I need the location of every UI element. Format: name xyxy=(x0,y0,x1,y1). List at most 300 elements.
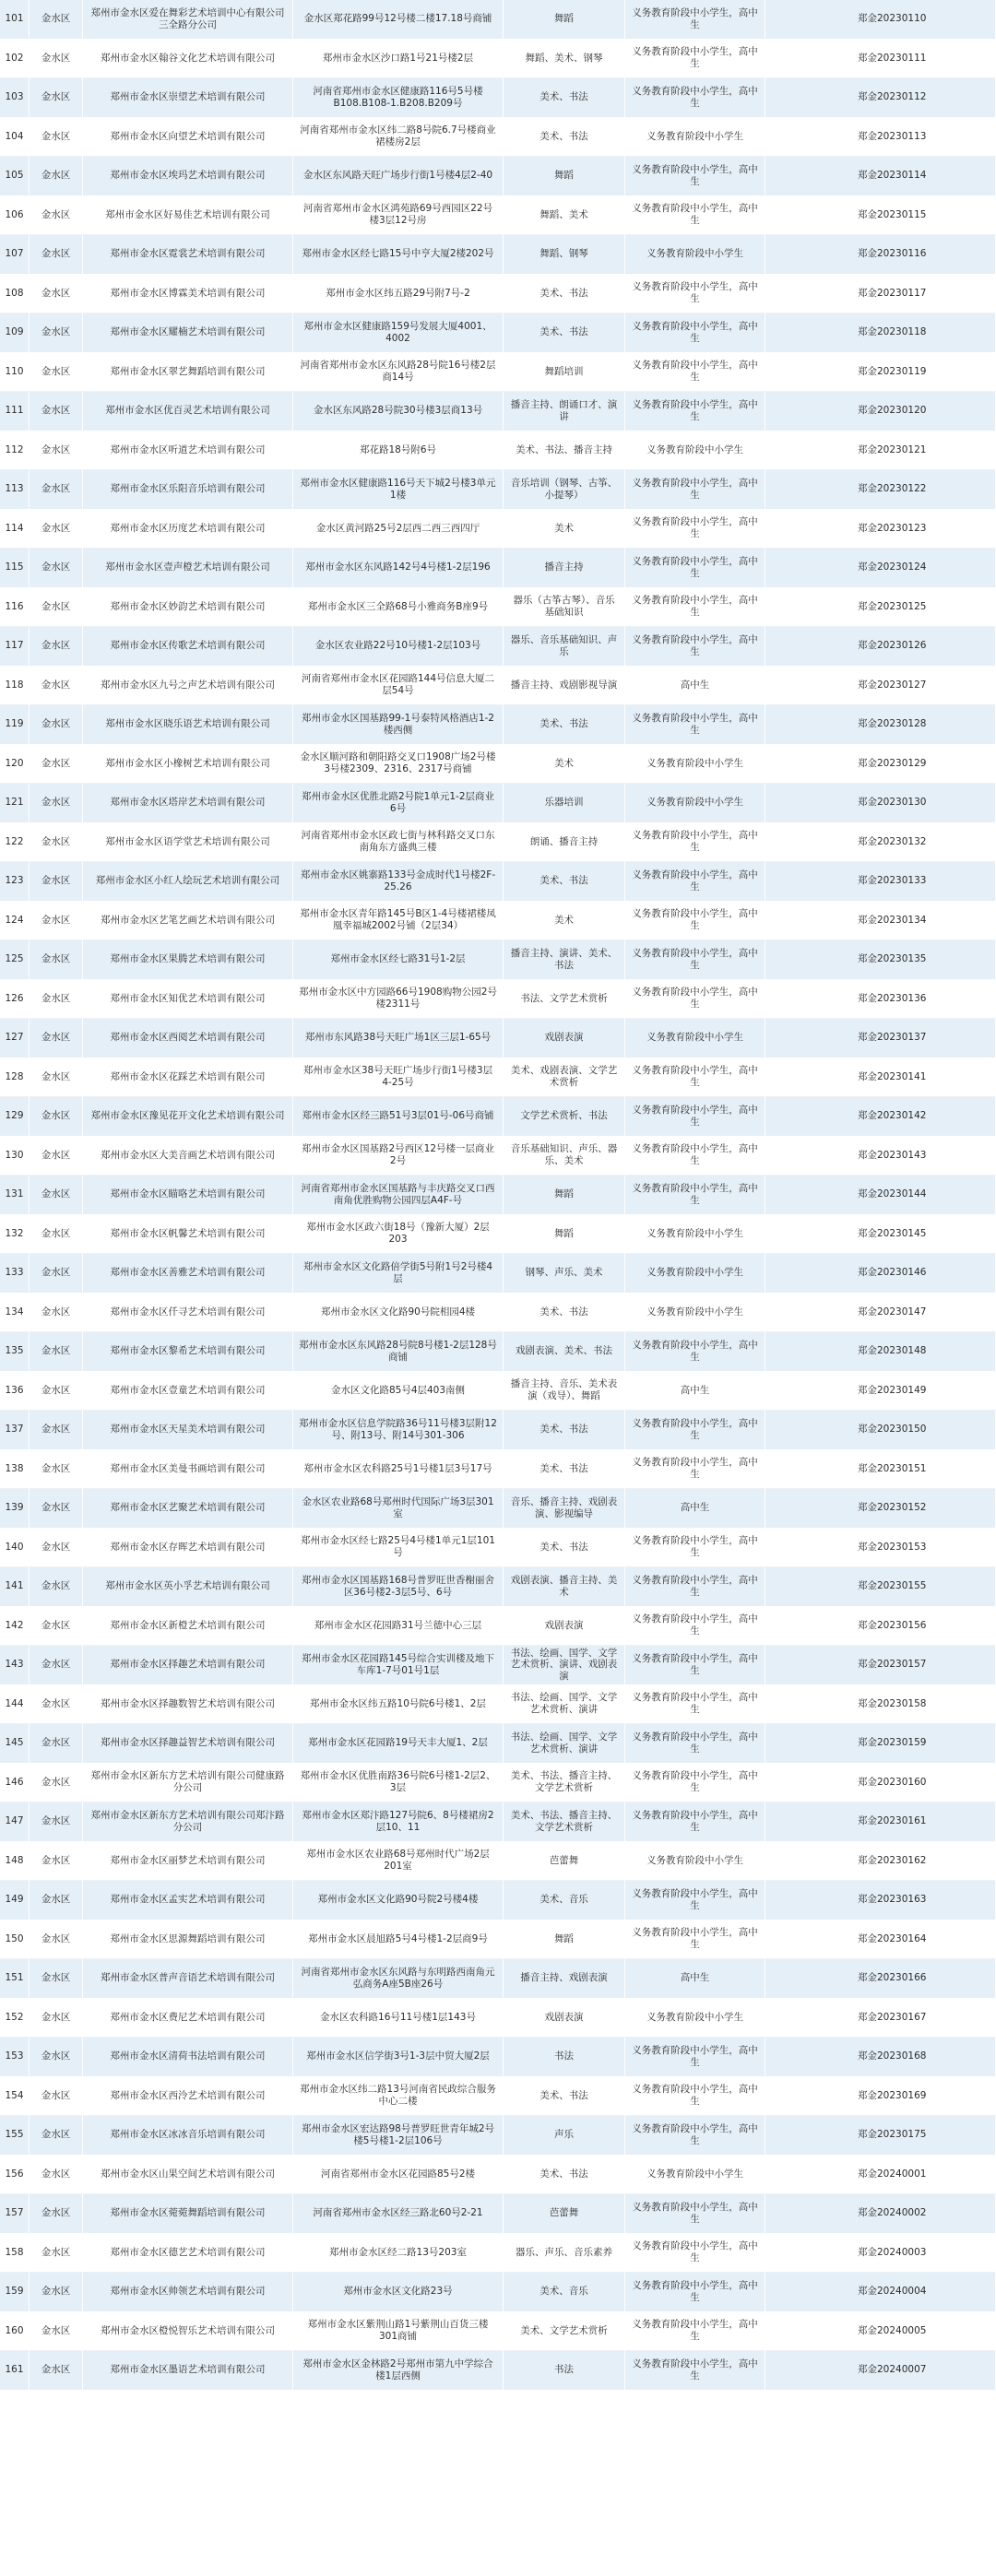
address-cell: 郑州市金水区纬五路29号附7号-2 xyxy=(293,275,504,314)
institution-name-cell: 郑州市金水区西泠艺术培训有限公司 xyxy=(83,2077,293,2117)
district-cell: 金水区 xyxy=(30,1802,83,1842)
license-number-cell: 郑金20230155 xyxy=(765,1567,996,1607)
training-category-cell: 书法、绘画、国学、文学艺术赏析、演讲 xyxy=(504,1724,625,1764)
target-students-cell: 义务教育阶段中小学生，高中生 xyxy=(625,1058,765,1098)
address-cell: 河南省郑州市金水区花园路85号2楼 xyxy=(293,2156,504,2195)
training-category-cell: 美术、书法 xyxy=(504,1411,625,1450)
institution-name-cell: 郑州市金水区西阅艺术培训有限公司 xyxy=(83,1019,293,1058)
training-category-cell: 芭蕾舞 xyxy=(504,2194,625,2234)
row-number: 122 xyxy=(0,823,30,863)
institution-name-cell: 郑州市金水区丽梦艺术培训有限公司 xyxy=(83,1842,293,1882)
training-category-cell: 舞蹈 xyxy=(504,1920,625,1960)
address-cell: 郑州市金水区健康路159号发展大厦4001、4002 xyxy=(293,313,504,353)
institution-name-cell: 郑州市金水区存晖艺术培训有限公司 xyxy=(83,1529,293,1568)
license-number-cell: 郑金20230112 xyxy=(765,78,996,118)
license-number-cell: 郑金20230175 xyxy=(765,2116,996,2156)
institution-name-cell: 郑州市金水区埃玛艺术培训有限公司 xyxy=(83,157,293,196)
row-number: 131 xyxy=(0,1176,30,1215)
address-cell: 郑州市东风路38号天旺广场1区三层1-65号 xyxy=(293,1019,504,1058)
row-number: 115 xyxy=(0,549,30,588)
license-number-cell: 郑金20230144 xyxy=(765,1176,996,1215)
address-cell: 金水区顺河路和朝阳路交叉口1908广场2号楼3号楼2309、2316、2317号商铺 xyxy=(293,745,504,785)
row-number: 101 xyxy=(0,0,30,40)
license-number-cell: 郑金20240002 xyxy=(765,2194,996,2234)
target-students-cell: 义务教育阶段中小学生，高中生 xyxy=(625,588,765,628)
target-students-cell: 义务教育阶段中小学生，高中生 xyxy=(625,157,765,196)
target-students-cell: 义务教育阶段中小学生，高中生 xyxy=(625,940,765,980)
address-cell: 河南省郑州市金水区国基路与丰庆路交叉口西南角优胜购物公园四层A4F-号 xyxy=(293,1176,504,1215)
training-category-cell: 钢琴、声乐、美术 xyxy=(504,1254,625,1294)
training-category-cell: 舞蹈 xyxy=(504,1215,625,1255)
address-cell: 河南省郑州市金水区健康路116号5号楼B108.B108-1.B208.B209号 xyxy=(293,78,504,118)
license-number-cell: 郑金20230114 xyxy=(765,157,996,196)
target-students-cell: 高中生 xyxy=(625,1489,765,1529)
district-cell: 金水区 xyxy=(30,902,83,941)
training-category-cell: 美术、书法、播音主持、文学艺术赏析 xyxy=(504,1802,625,1842)
training-category-cell: 舞蹈 xyxy=(504,157,625,196)
license-number-cell: 郑金20240001 xyxy=(765,2156,996,2195)
license-number-cell: 郑金20230156 xyxy=(765,1607,996,1647)
target-students-cell: 义务教育阶段中小学生，高中生 xyxy=(625,78,765,118)
row-number: 130 xyxy=(0,1137,30,1176)
row-number: 124 xyxy=(0,902,30,941)
target-students-cell: 义务教育阶段中小学生，高中生 xyxy=(625,313,765,353)
district-cell: 金水区 xyxy=(30,118,83,158)
row-number: 135 xyxy=(0,1332,30,1372)
license-number-cell: 郑金20230123 xyxy=(765,510,996,549)
training-category-cell: 音乐、播音主持、戏剧表演、影视编导 xyxy=(504,1489,625,1529)
institution-name-cell: 郑州市金水区冰冰音乐培训有限公司 xyxy=(83,2116,293,2156)
row-number: 110 xyxy=(0,353,30,393)
institution-name-cell: 郑州市金水区新橙艺术培训有限公司 xyxy=(83,1607,293,1647)
row-number: 149 xyxy=(0,1881,30,1920)
license-number-cell: 郑金20230120 xyxy=(765,392,996,431)
license-number-cell: 郑金20230110 xyxy=(765,0,996,40)
district-cell: 金水区 xyxy=(30,2077,83,2117)
address-cell: 郑州市金水区宏达路98号普罗旺世青年城2号楼5号楼1-2层106号 xyxy=(293,2116,504,2156)
license-number-cell: 郑金20230132 xyxy=(765,823,996,863)
institution-name-cell: 郑州市金水区山果空间艺术培训有限公司 xyxy=(83,2156,293,2195)
training-category-cell: 播音主持 xyxy=(504,549,625,588)
institution-name-cell: 郑州市金水区晓乐语艺术培训有限公司 xyxy=(83,705,293,745)
address-cell: 金水区东风路28号院30号楼3层商13号 xyxy=(293,392,504,431)
license-number-cell: 郑金20230137 xyxy=(765,1019,996,1058)
institution-name-cell: 郑州市金水区英小孚艺术培训有限公司 xyxy=(83,1567,293,1607)
target-students-cell: 义务教育阶段中小学生 xyxy=(625,784,765,823)
row-number: 134 xyxy=(0,1294,30,1333)
district-cell: 金水区 xyxy=(30,980,83,1020)
address-cell: 郑州市金水区文化路23号 xyxy=(293,2273,504,2312)
target-students-cell: 义务教育阶段中小学生，高中生 xyxy=(625,353,765,393)
license-number-cell: 郑金20230160 xyxy=(765,1764,996,1803)
training-category-cell: 舞蹈培训 xyxy=(504,353,625,393)
address-cell: 河南省郑州市金水区鸿苑路69号西园区22号楼3层12号房 xyxy=(293,196,504,236)
district-cell: 金水区 xyxy=(30,196,83,236)
row-number: 161 xyxy=(0,2351,30,2391)
license-number-cell: 郑金20230111 xyxy=(765,40,996,79)
training-category-cell: 芭蕾舞 xyxy=(504,1842,625,1882)
row-number: 160 xyxy=(0,2312,30,2352)
license-number-cell: 郑金20230116 xyxy=(765,235,996,275)
address-cell: 郑州市金水区花园路19号天丰大厦1、2层 xyxy=(293,1724,504,1764)
institution-name-cell: 郑州市金水区艺聚艺术培训有限公司 xyxy=(83,1489,293,1529)
row-number: 105 xyxy=(0,157,30,196)
license-number-cell: 郑金20230142 xyxy=(765,1097,996,1137)
row-number: 155 xyxy=(0,2116,30,2156)
target-students-cell: 义务教育阶段中小学生，高中生 xyxy=(625,0,765,40)
target-students-cell: 义务教育阶段中小学生 xyxy=(625,1842,765,1882)
training-category-cell: 器乐（古筝古琴）、音乐基础知识 xyxy=(504,588,625,628)
row-number: 106 xyxy=(0,196,30,236)
district-cell: 金水区 xyxy=(30,1332,83,1372)
address-cell: 郑州市金水区经二路13号203室 xyxy=(293,2234,504,2274)
license-number-cell: 郑金20230125 xyxy=(765,588,996,628)
training-category-cell: 美术、书法 xyxy=(504,705,625,745)
institution-name-cell: 郑州市金水区塔岸艺术培训有限公司 xyxy=(83,784,293,823)
institution-name-cell: 郑州市金水区新东方艺术培训有限公司健康路分公司 xyxy=(83,1764,293,1803)
target-students-cell: 义务教育阶段中小学生，高中生 xyxy=(625,705,765,745)
training-category-cell: 播音主持、戏剧表演 xyxy=(504,1959,625,1999)
district-cell: 金水区 xyxy=(30,2234,83,2274)
license-number-cell: 郑金20240003 xyxy=(765,2234,996,2274)
address-cell: 郑州市金水区花园路145号综合实训楼及地下车库1-7号01号1层 xyxy=(293,1646,504,1685)
target-students-cell: 义务教育阶段中小学生 xyxy=(625,1254,765,1294)
target-students-cell: 高中生 xyxy=(625,667,765,706)
training-category-cell: 美术、书法 xyxy=(504,1450,625,1490)
license-number-cell: 郑金20230115 xyxy=(765,196,996,236)
address-cell: 河南省郑州市金水区东风路与东明路西南角元弘商务A座5B座26号 xyxy=(293,1959,504,1999)
training-category-cell: 舞蹈、美术 xyxy=(504,196,625,236)
address-cell: 河南省郑州市金水区政七街与林科路交叉口东南角东方盛典三楼 xyxy=(293,823,504,863)
target-students-cell: 义务教育阶段中小学生，高中生 xyxy=(625,392,765,431)
address-cell: 郑花路18号附6号 xyxy=(293,431,504,471)
training-category-cell: 美术、书法、播音主持 xyxy=(504,431,625,471)
target-students-cell: 义务教育阶段中小学生 xyxy=(625,1294,765,1333)
address-cell: 郑州市金水区郑汴路127号院6、8号楼裙房2层10、11 xyxy=(293,1802,504,1842)
address-cell: 郑州市金水区国基路168号普罗旺世香榭丽舍区36号楼2-3层5号、6号 xyxy=(293,1567,504,1607)
training-category-cell: 美术、文学艺术赏析 xyxy=(504,2312,625,2352)
row-number: 120 xyxy=(0,745,30,785)
target-students-cell: 义务教育阶段中小学生，高中生 xyxy=(625,2351,765,2391)
institution-name-cell: 郑州市金水区耀楠艺术培训有限公司 xyxy=(83,313,293,353)
training-category-cell: 舞蹈、美术、钢琴 xyxy=(504,40,625,79)
institution-name-cell: 郑州市金水区历度艺术培训有限公司 xyxy=(83,510,293,549)
license-number-cell: 郑金20230130 xyxy=(765,784,996,823)
row-number: 133 xyxy=(0,1254,30,1294)
training-category-cell: 舞蹈、钢琴 xyxy=(504,235,625,275)
address-cell: 郑州市金水区经七路25号4号楼1单元1层101号 xyxy=(293,1529,504,1568)
institution-name-cell: 郑州市金水区向望艺术培训有限公司 xyxy=(83,118,293,158)
row-number: 158 xyxy=(0,2234,30,2274)
address-cell: 河南省郑州市金水区纬二路8号院6.7号楼商业裙楼房2层 xyxy=(293,118,504,158)
row-number: 129 xyxy=(0,1097,30,1137)
address-cell: 郑州市金水区优胜南路36号院6号楼1-2层2、3层 xyxy=(293,1764,504,1803)
target-students-cell: 义务教育阶段中小学生 xyxy=(625,1999,765,2038)
address-cell: 金水区农科路16号11号楼1层143号 xyxy=(293,1999,504,2038)
license-number-cell: 郑金20230148 xyxy=(765,1332,996,1372)
row-number: 147 xyxy=(0,1802,30,1842)
institution-name-cell: 郑州市金水区壹童艺术培训有限公司 xyxy=(83,1372,293,1412)
training-category-cell: 戏剧表演、美术、书法 xyxy=(504,1332,625,1372)
address-cell: 郑州市金水区三全路68号小雅商务B座9号 xyxy=(293,588,504,628)
row-number: 117 xyxy=(0,627,30,667)
district-cell: 金水区 xyxy=(30,1685,83,1725)
row-number: 128 xyxy=(0,1058,30,1098)
institution-name-cell: 郑州市金水区翠艺舞蹈培训有限公司 xyxy=(83,353,293,393)
district-cell: 金水区 xyxy=(30,1529,83,1568)
district-cell: 金水区 xyxy=(30,2038,83,2077)
row-number: 111 xyxy=(0,392,30,431)
row-number: 137 xyxy=(0,1411,30,1450)
training-category-cell: 戏剧表演 xyxy=(504,1607,625,1647)
training-category-cell: 美术、戏剧表演、文学艺术赏析 xyxy=(504,1058,625,1098)
target-students-cell: 义务教育阶段中小学生，高中生 xyxy=(625,902,765,941)
license-number-cell: 郑金20230119 xyxy=(765,353,996,393)
license-number-cell: 郑金20230122 xyxy=(765,470,996,510)
row-number: 138 xyxy=(0,1450,30,1490)
target-students-cell: 义务教育阶段中小学生，高中生 xyxy=(625,1802,765,1842)
target-students-cell: 义务教育阶段中小学生，高中生 xyxy=(625,823,765,863)
row-number: 156 xyxy=(0,2156,30,2195)
district-cell: 金水区 xyxy=(30,1920,83,1960)
license-number-cell: 郑金20230163 xyxy=(765,1881,996,1920)
district-cell: 金水区 xyxy=(30,588,83,628)
institution-name-cell: 郑州市金水区小红人绘玩艺术培训有限公司 xyxy=(83,862,293,902)
training-category-cell: 器乐、声乐、音乐素养 xyxy=(504,2234,625,2274)
district-cell: 金水区 xyxy=(30,1764,83,1803)
target-students-cell: 义务教育阶段中小学生，高中生 xyxy=(625,1607,765,1647)
training-category-cell: 书法、文学艺术赏析 xyxy=(504,980,625,1020)
institution-name-cell: 郑州市金水区霓裳艺术培训有限公司 xyxy=(83,235,293,275)
address-cell: 郑州市金水区金林路2号郑州市第九中学综合楼1层西侧 xyxy=(293,2351,504,2391)
district-cell: 金水区 xyxy=(30,1724,83,1764)
district-cell: 金水区 xyxy=(30,2312,83,2352)
training-category-cell: 乐器培训 xyxy=(504,784,625,823)
target-students-cell: 义务教育阶段中小学生，高中生 xyxy=(625,196,765,236)
training-category-cell: 舞蹈 xyxy=(504,0,625,40)
institution-name-cell: 郑州市金水区果腾艺术培训有限公司 xyxy=(83,940,293,980)
target-students-cell: 义务教育阶段中小学生，高中生 xyxy=(625,1567,765,1607)
target-students-cell: 义务教育阶段中小学生，高中生 xyxy=(625,1920,765,1960)
row-number: 104 xyxy=(0,118,30,158)
license-number-cell: 郑金20230121 xyxy=(765,431,996,471)
training-category-cell: 播音主持、音乐、美术表演（戏导）、舞蹈 xyxy=(504,1372,625,1412)
row-number: 152 xyxy=(0,1999,30,2038)
district-cell: 金水区 xyxy=(30,1215,83,1255)
target-students-cell: 义务教育阶段中小学生，高中生 xyxy=(625,1646,765,1685)
district-cell: 金水区 xyxy=(30,705,83,745)
district-cell: 金水区 xyxy=(30,431,83,471)
district-cell: 金水区 xyxy=(30,1254,83,1294)
institution-name-cell: 郑州市金水区择趣艺术培训有限公司 xyxy=(83,1646,293,1685)
row-number: 150 xyxy=(0,1920,30,1960)
district-cell: 金水区 xyxy=(30,745,83,785)
training-category-cell: 播音主持、演讲、美术、书法 xyxy=(504,940,625,980)
target-students-cell: 义务教育阶段中小学生 xyxy=(625,2156,765,2195)
training-category-cell: 声乐 xyxy=(504,2116,625,2156)
address-cell: 郑州市金水区农科路25号1号楼1层3号17号 xyxy=(293,1450,504,1490)
row-number: 145 xyxy=(0,1724,30,1764)
district-cell: 金水区 xyxy=(30,1881,83,1920)
training-category-cell: 文学艺术赏析、书法 xyxy=(504,1097,625,1137)
institution-name-cell: 郑州市金水区仟寻艺术培训有限公司 xyxy=(83,1294,293,1333)
row-number: 151 xyxy=(0,1959,30,1999)
row-number: 121 xyxy=(0,784,30,823)
institution-name-cell: 郑州市金水区帅领艺术培训有限公司 xyxy=(83,2273,293,2312)
license-number-cell: 郑金20230157 xyxy=(765,1646,996,1685)
license-number-cell: 郑金20230134 xyxy=(765,902,996,941)
target-students-cell: 义务教育阶段中小学生，高中生 xyxy=(625,862,765,902)
target-students-cell: 义务教育阶段中小学生，高中生 xyxy=(625,1764,765,1803)
training-category-cell: 播音主持、朗诵口才、演讲 xyxy=(504,392,625,431)
training-category-cell: 美术、书法 xyxy=(504,2156,625,2195)
training-category-cell: 戏剧表演 xyxy=(504,1999,625,2038)
district-cell: 金水区 xyxy=(30,2156,83,2195)
license-number-cell: 郑金20230161 xyxy=(765,1802,996,1842)
district-cell: 金水区 xyxy=(30,2116,83,2156)
license-number-cell: 郑金20230129 xyxy=(765,745,996,785)
address-cell: 郑州市金水区姚寨路133号金成时代1号楼2F-25.26 xyxy=(293,862,504,902)
license-number-cell: 郑金20240004 xyxy=(765,2273,996,2312)
address-cell: 金水区农业路22号10号楼1-2层103号 xyxy=(293,627,504,667)
institution-name-cell: 郑州市金水区小橡树艺术培训有限公司 xyxy=(83,745,293,785)
institution-name-cell: 郑州市金水区豫见花开文化艺术培训有限公司 xyxy=(83,1097,293,1137)
row-number: 119 xyxy=(0,705,30,745)
training-category-cell: 美术、音乐 xyxy=(504,1881,625,1920)
license-number-cell: 郑金20230126 xyxy=(765,627,996,667)
target-students-cell: 义务教育阶段中小学生，高中生 xyxy=(625,2038,765,2077)
training-category-cell: 美术、书法 xyxy=(504,1294,625,1333)
target-students-cell: 高中生 xyxy=(625,1372,765,1412)
institution-name-cell: 郑州市金水区听道艺术培训有限公司 xyxy=(83,431,293,471)
address-cell: 郑州市金水区文化路90号院相园4楼 xyxy=(293,1294,504,1333)
address-cell: 金水区文化路85号4层403南侧 xyxy=(293,1372,504,1412)
target-students-cell: 义务教育阶段中小学生，高中生 xyxy=(625,1685,765,1725)
row-number: 132 xyxy=(0,1215,30,1255)
target-students-cell: 高中生 xyxy=(625,1959,765,1999)
training-category-cell: 器乐、音乐基础知识、声乐 xyxy=(504,627,625,667)
district-cell: 金水区 xyxy=(30,1646,83,1685)
district-cell: 金水区 xyxy=(30,667,83,706)
district-cell: 金水区 xyxy=(30,510,83,549)
institution-name-cell: 郑州市金水区九号之声艺术培训有限公司 xyxy=(83,667,293,706)
address-cell: 郑州市金水区中方园路66号1908购物公园2号楼2311号 xyxy=(293,980,504,1020)
institution-name-cell: 郑州市金水区思源舞蹈培训有限公司 xyxy=(83,1920,293,1960)
institution-name-cell: 郑州市金水区择趣数智艺术培训有限公司 xyxy=(83,1685,293,1725)
target-students-cell: 义务教育阶段中小学生 xyxy=(625,1019,765,1058)
target-students-cell: 义务教育阶段中小学生，高中生 xyxy=(625,2273,765,2312)
row-number: 146 xyxy=(0,1764,30,1803)
address-cell: 河南省郑州市金水区经三路北60号2-21 xyxy=(293,2194,504,2234)
institution-name-cell: 郑州市金水区善雅艺术培训有限公司 xyxy=(83,1254,293,1294)
row-number: 114 xyxy=(0,510,30,549)
row-number: 159 xyxy=(0,2273,30,2312)
institution-name-cell: 郑州市金水区择趣益智艺术培训有限公司 xyxy=(83,1724,293,1764)
district-cell: 金水区 xyxy=(30,627,83,667)
address-cell: 郑州市金水区经七路15号中亨大厦2楼202号 xyxy=(293,235,504,275)
row-number: 125 xyxy=(0,940,30,980)
district-cell: 金水区 xyxy=(30,2273,83,2312)
row-number: 126 xyxy=(0,980,30,1020)
license-number-cell: 郑金20230169 xyxy=(765,2077,996,2117)
license-number-cell: 郑金20230133 xyxy=(765,862,996,902)
district-cell: 金水区 xyxy=(30,78,83,118)
target-students-cell: 义务教育阶段中小学生，高中生 xyxy=(625,1137,765,1176)
address-cell: 郑州市金水区东风路142号4号楼1-2层196 xyxy=(293,549,504,588)
address-cell: 河南省郑州市金水区东风路28号院16号楼2层商14号 xyxy=(293,353,504,393)
row-number: 144 xyxy=(0,1685,30,1725)
training-category-cell: 音乐基础知识、声乐、器乐、美术 xyxy=(504,1137,625,1176)
district-cell: 金水区 xyxy=(30,275,83,314)
district-cell: 金水区 xyxy=(30,940,83,980)
target-students-cell: 义务教育阶段中小学生，高中生 xyxy=(625,980,765,1020)
district-cell: 金水区 xyxy=(30,1607,83,1647)
row-number: 143 xyxy=(0,1646,30,1685)
district-cell: 金水区 xyxy=(30,40,83,79)
district-cell: 金水区 xyxy=(30,2351,83,2391)
license-number-cell: 郑金20230128 xyxy=(765,705,996,745)
district-cell: 金水区 xyxy=(30,1959,83,1999)
license-number-cell: 郑金20230127 xyxy=(765,667,996,706)
target-students-cell: 义务教育阶段中小学生，高中生 xyxy=(625,40,765,79)
district-cell: 金水区 xyxy=(30,313,83,353)
address-cell: 郑州市金水区沙口路1号21号楼2层 xyxy=(293,40,504,79)
district-cell: 金水区 xyxy=(30,392,83,431)
district-cell: 金水区 xyxy=(30,1842,83,1882)
district-cell: 金水区 xyxy=(30,862,83,902)
training-category-cell: 音乐培训（钢琴、古筝、小提琴） xyxy=(504,470,625,510)
license-number-cell: 郑金20230159 xyxy=(765,1724,996,1764)
address-cell: 郑州市金水区花园路31号兰德中心三层 xyxy=(293,1607,504,1647)
training-category-cell: 美术、书法 xyxy=(504,78,625,118)
target-students-cell: 义务教育阶段中小学生 xyxy=(625,431,765,471)
institution-name-cell: 郑州市金水区费尼艺术培训有限公司 xyxy=(83,1999,293,2038)
institution-name-cell: 郑州市金水区菀菀舞蹈培训有限公司 xyxy=(83,2194,293,2234)
license-number-cell: 郑金20230147 xyxy=(765,1294,996,1333)
district-cell: 金水区 xyxy=(30,1176,83,1215)
target-students-cell: 义务教育阶段中小学生，高中生 xyxy=(625,1097,765,1137)
license-number-cell: 郑金20230136 xyxy=(765,980,996,1020)
license-number-cell: 郑金20230149 xyxy=(765,1372,996,1412)
institution-name-cell: 郑州市金水区语学堂艺术培训有限公司 xyxy=(83,823,293,863)
license-number-cell: 郑金20230167 xyxy=(765,1999,996,2038)
row-number: 108 xyxy=(0,275,30,314)
address-cell: 郑州市金水区东风路28号院8号楼1-2层128号商铺 xyxy=(293,1332,504,1372)
license-number-cell: 郑金20230143 xyxy=(765,1137,996,1176)
district-cell: 金水区 xyxy=(30,1999,83,2038)
institution-name-cell: 郑州市金水区好易佳艺术培训有限公司 xyxy=(83,196,293,236)
address-cell: 郑州市金水区国基路99-1号泰特风格酒店1-2楼西侧 xyxy=(293,705,504,745)
district-cell: 金水区 xyxy=(30,1294,83,1333)
training-category-cell: 美术 xyxy=(504,902,625,941)
address-cell: 郑州市金水区青年路145号B区1-4号楼裙楼凤凰幸福城2002号铺（2层34） xyxy=(293,902,504,941)
institution-name-cell: 郑州市金水区天星美术培训有限公司 xyxy=(83,1411,293,1450)
row-number: 107 xyxy=(0,235,30,275)
license-number-cell: 郑金20240007 xyxy=(765,2351,996,2391)
district-cell: 金水区 xyxy=(30,1450,83,1490)
institution-name-cell: 郑州市金水区瞄咯艺术培训有限公司 xyxy=(83,1176,293,1215)
training-category-cell: 美术 xyxy=(504,745,625,785)
institution-name-cell: 郑州市金水区知优艺术培训有限公司 xyxy=(83,980,293,1020)
district-cell: 金水区 xyxy=(30,2194,83,2234)
row-number: 154 xyxy=(0,2077,30,2117)
training-category-cell: 美术、书法 xyxy=(504,1529,625,1568)
institution-name-cell: 郑州市金水区花踩艺术培训有限公司 xyxy=(83,1058,293,1098)
training-category-cell: 朗诵、播音主持 xyxy=(504,823,625,863)
target-students-cell: 义务教育阶段中小学生，高中生 xyxy=(625,510,765,549)
row-number: 102 xyxy=(0,40,30,79)
license-number-cell: 郑金20230145 xyxy=(765,1215,996,1255)
